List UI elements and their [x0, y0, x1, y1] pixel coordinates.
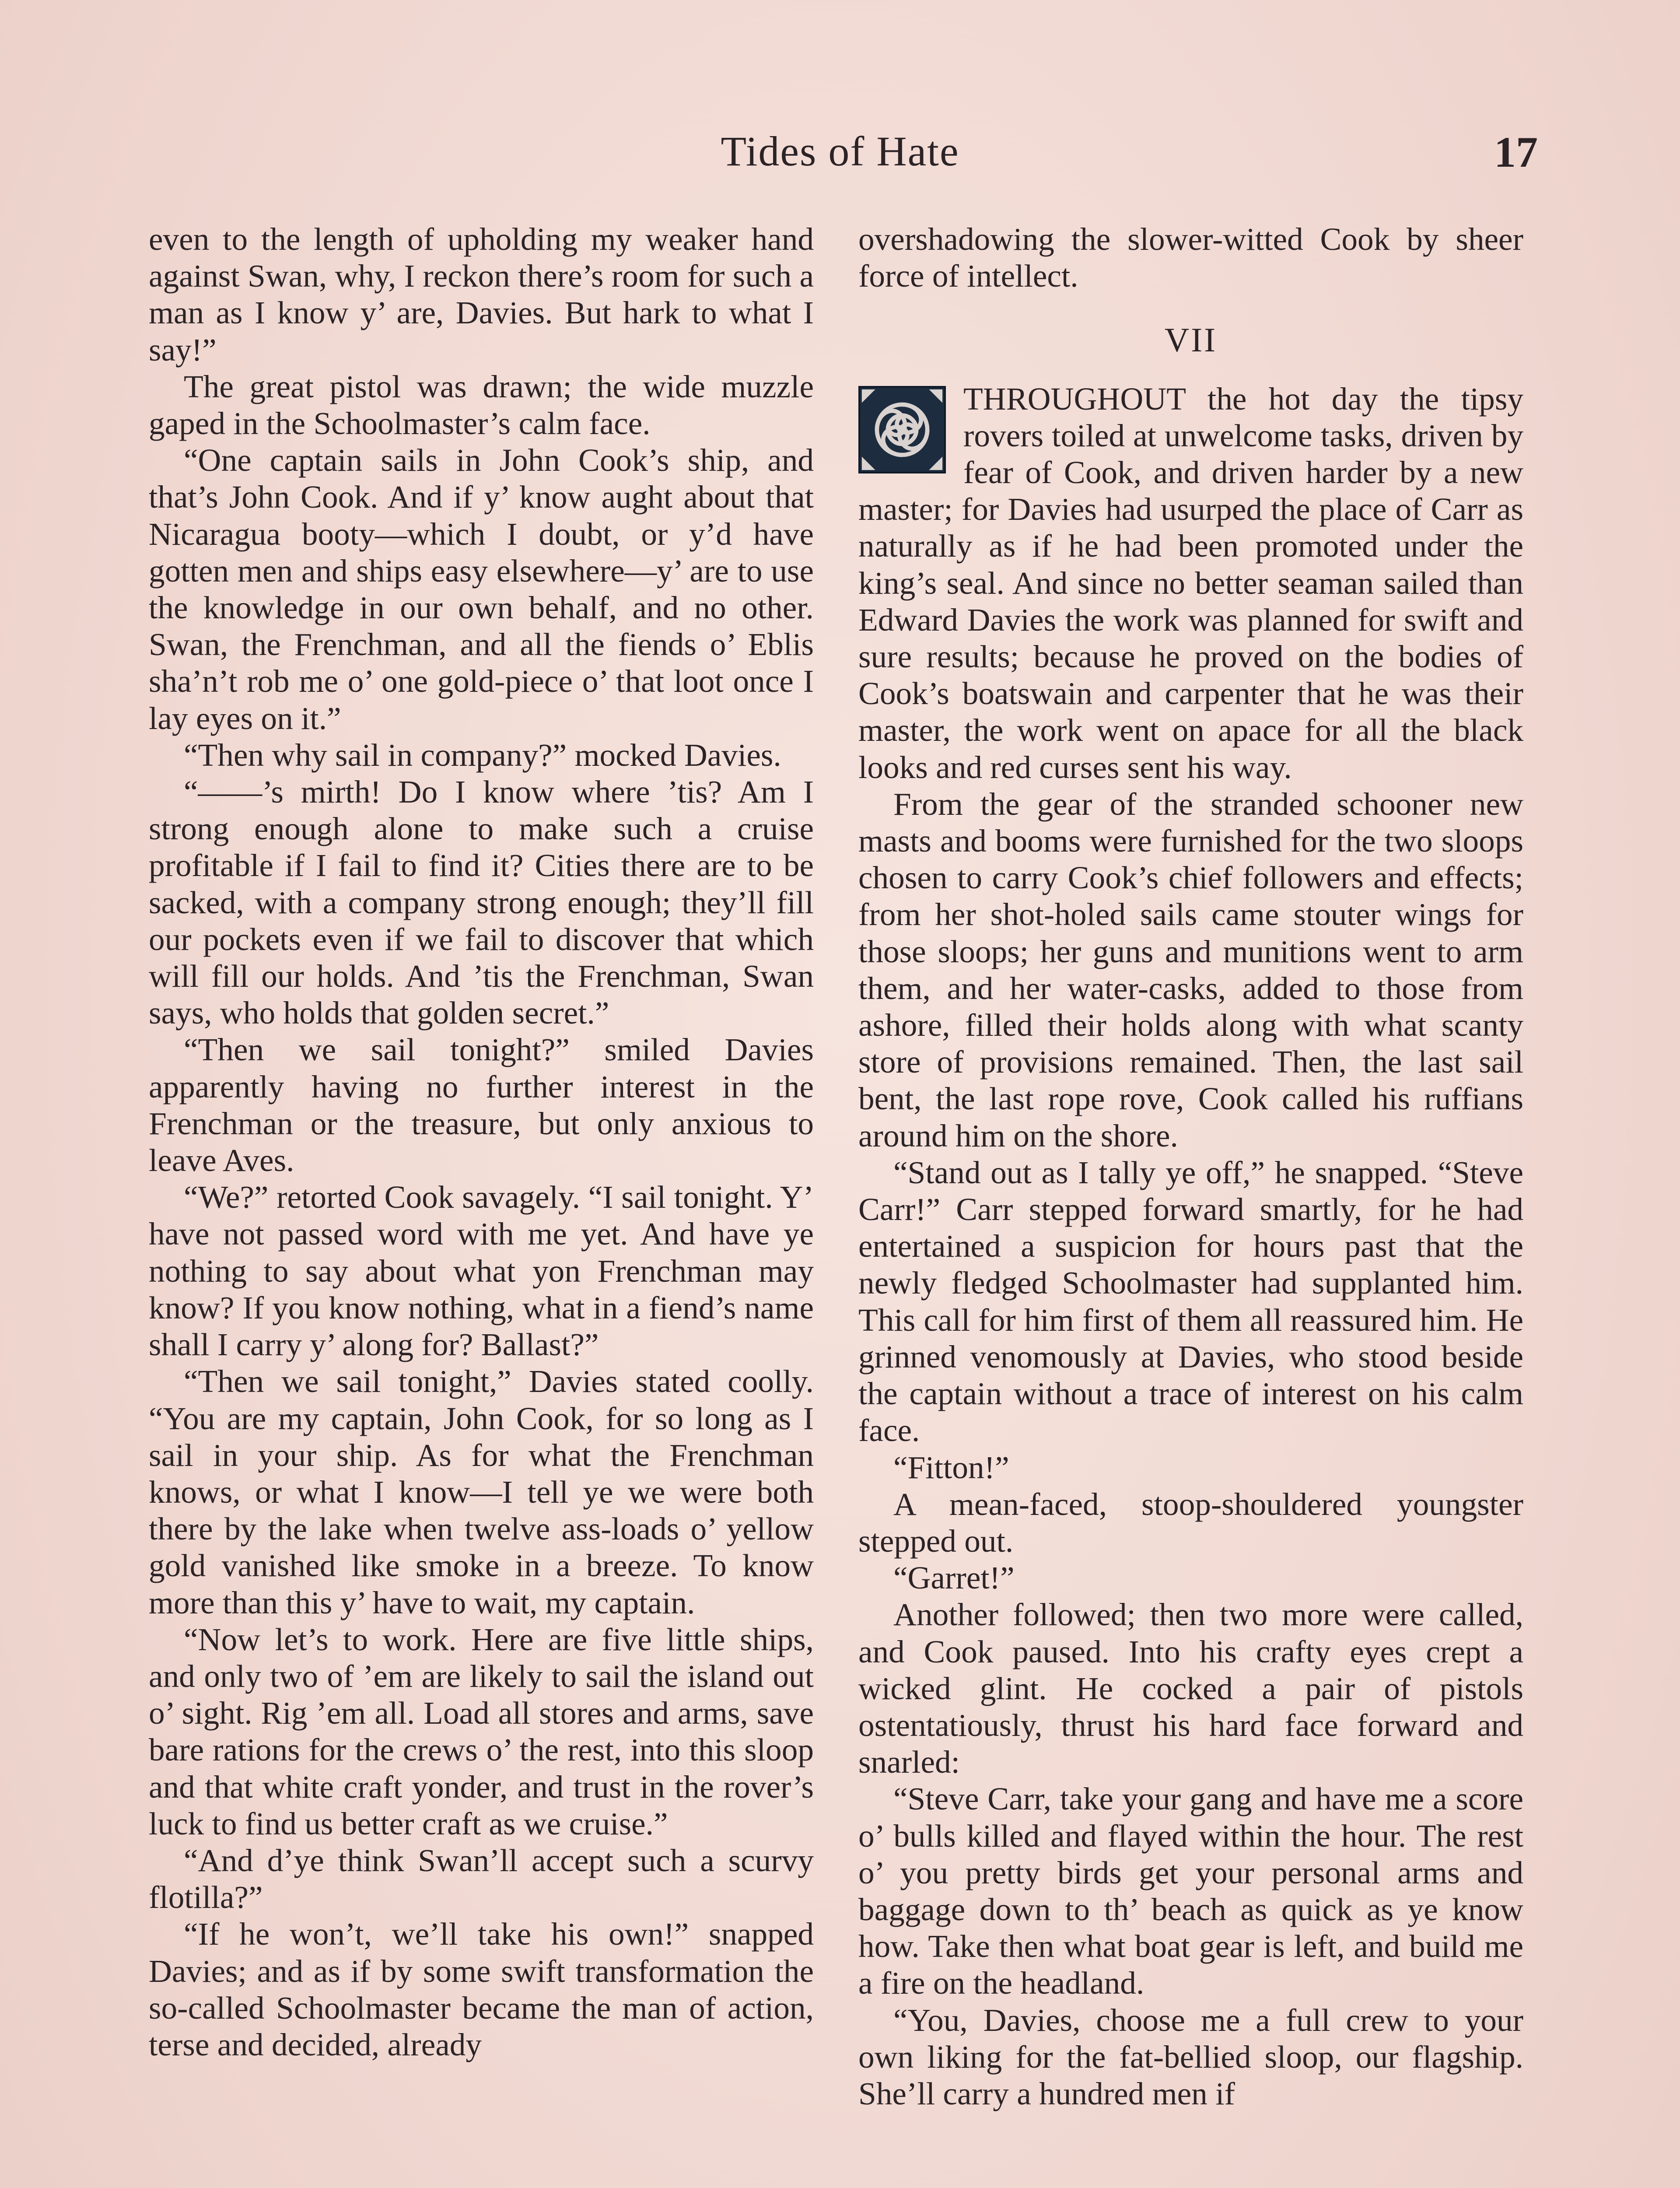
page-number: 17 [1494, 128, 1538, 176]
paragraph: even to the length of upholding my weaker hand against Swan, why, I reckon there’s room for such a man as I know y’ are, Davies. But hark to what I say!” [149, 221, 814, 368]
right-text-column [858, 221, 1523, 2112]
paragraph: “Now let’s to work. Here are five little ships, and only two of ’em are likely to sail the island out o’ sight. Rig ’em all. Load all stores and arms, save bare rations for the crews o’ the rest, into this sloop and that white craft yonder, and trust in the rover’s luck to find us better craft as we cruise.” [149, 1621, 814, 1841]
paragraph: A mean-faced, stoop-shouldered youngster stepped out. [858, 1486, 1523, 1559]
paragraph: “Then why sail in company?” mocked Davies. [184, 737, 781, 773]
paragraph: “You, Davies, choose me a full crew to your own liking for the fat-bellied sloop, our flagship. She’ll carry a hundred men if [858, 2002, 1523, 2111]
paragraph: “Garret!” [893, 1560, 1015, 1596]
paragraph: “Then we sail tonight?” smiled Davies apparently having no further interest in the Frenchman or the treasure, but only anxious to leave Aves. [149, 1032, 814, 1178]
paragraph: “Fitton!” [893, 1449, 1009, 1485]
paragraph [858, 381, 1523, 786]
paragraph: The great pistol was drawn; the wide muzzle gaped in the Schoolmaster’s calm face. [149, 368, 814, 442]
paragraph: “One captain sails in John Cook’s ship, and that’s John Cook. And if y’ know aught about that Nicaragua booty—which I doubt, or y’d have gotten men and ships easy elsewhere—y’ are to use the knowledge in our own behalf, and no other. Swan, the Frenchman, and all the fiends o’ Eblis sha’n’t rob me o’ one gold-piece o’ that loot once I lay eyes on it.” [149, 442, 814, 736]
paragraph: “Steve Carr, take your gang and have me a score o’ bulls killed and flayed within the hour. The rest o’ you pretty birds get your personal arms and baggage down to th’ beach as quick as ye know how. Take then what boat gear is left, and build me a fire on the headland. [858, 1781, 1523, 2001]
paragraph: From the gear of the stranded schooner new masts and booms were furnished for the two sloops chosen to carry Cook’s chief followers and effects; from her shot-holed sails came stouter wings for those sloops; her guns and munitions went to arm them, and her water-casks, added to those from ashore, filled their holds along with what scanty store of provisions remained. Then, the last sail bent, the last rope rove, Cook called his ruffians around him on the shore. [858, 786, 1523, 1154]
paragraph: “Then we sail tonight,” Davies stated coolly. “You are my captain, John Cook, for so long as I sail in your ship. As for what the Frenchman knows, or what I know—I tell ye we were both there by the lake when twelve ass-loads o’ yellow gold vanished like smoke in a breeze. To know more than this y’ have to wait, my captain. [149, 1364, 814, 1620]
chapter-section-heading: VII [1164, 321, 1218, 359]
dropcap-paragraph-text: THROUGHOUT the hot day the tipsy rovers toiled at unwelcome tasks, driven by fear of Cook, and driven harder by a new master; for Davies had usurped the place of Carr as naturally as if he had been promoted under the king’s seal. And since no better seaman sailed than Edward Davies the work was planned for swift and sure results; because he proved on the bodies of Cook’s boatswain and carpenter that he was their master, the work went on apace for all the black looks and red curses sent his way. [858, 381, 1523, 785]
celtic-knot-dropcap-icon [858, 386, 946, 473]
paragraph: Another followed; then two more were called, and Cook paused. Into his crafty eyes crept a wicked glint. He cocked a pair of pistols ostentatiously, thrust his hard face forward and snarled: [858, 1597, 1523, 1780]
paragraph: overshadowing the slower-witted Cook by sheer force of intellect. [858, 221, 1523, 294]
paragraph: “If he won’t, we’ll take his own!” snapped Davies; and as if by some swift transformation the so-called Schoolmaster became the man of action, terse and decided, already [149, 1916, 814, 2062]
paragraph: “We?” retorted Cook savagely. “I sail tonight. Y’ have not passed word with me yet. And have ye nothing to say about what yon Frenchman may know? If you know nothing, what in a fiend’s name shall I carry y’ along for? Ballast?” [149, 1179, 814, 1363]
left-text-column [149, 221, 814, 2063]
paragraph: “And d’ye think Swan’ll accept such a scurvy flotilla?” [149, 1842, 814, 1915]
running-header-title: Tides of Hate [721, 128, 959, 175]
paragraph: “Stand out as I tally ye off,” he snapped. “Steve Carr!” Carr stepped forward smartly, for he had entertained a suspicion for hours past that the newly fledged Schoolmaster had supplanted him. This call for him first of them all reassured him. He grinned venomously at Davies, who stood beside the captain without a trace of interest on his calm face. [858, 1154, 1523, 1448]
paragraph: “——’s mirth! Do I know where ’tis? Am I strong enough alone to make such a cruise profitable if I fail to find it? Cities there are to be sacked, with a company strong enough; they’ll fill our pockets even if we fail to discover that which will fill our holds. And ’tis the Frenchman, Swan says, who holds that golden secret.” [149, 774, 814, 1031]
